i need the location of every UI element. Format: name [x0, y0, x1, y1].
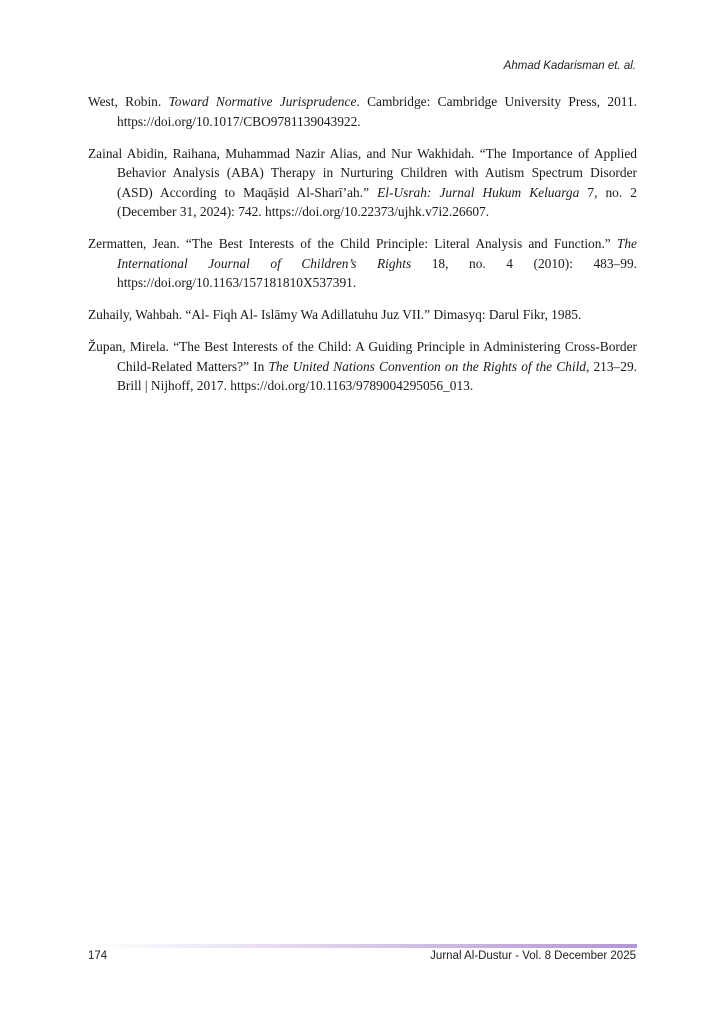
reference-title: Toward Normative Jurisprudence: [168, 94, 357, 109]
reference-title: The International Journal of Children’s Rights: [117, 236, 637, 271]
reference-entry: [88, 144, 637, 222]
reference-text: Zermatten, Jean. “The Best Interests of the Child Principle: Literal Analysis and Function.”: [88, 236, 617, 251]
reference-title: The United Nations Convention on the Rights of the Child: [268, 358, 586, 374]
reference-text: 7, no. 2 (December 31, 2024): 742. https://doi.org/10.22373/ujhk.v7i2.26607.: [117, 184, 637, 219]
reference-text: Župan, Mirela. “The Best Interests of the Child: A Guiding Principle in Administering Cross-Border Child-Related Matters?” In: [88, 339, 637, 374]
reference-text: Zainal Abidin, Raihana, Muhammad Nazir Alias, and Nur Wakhidah. “The Importance of Applied Behavior Analysis (ABA) Therapy in Nurturing Children with Autism Spectrum Disorder (ASD) According to Maqāṣid Al-Sharī’ah.”: [88, 145, 637, 200]
running-header-author: Ahmad Kadarisman et. al.: [503, 60, 636, 72]
reference-text: West, Robin.: [88, 94, 169, 109]
reference-entry: [88, 234, 637, 293]
footer-journal-info: Jurnal Al-Dustur - Vol. 8 December 2025: [430, 950, 636, 962]
page-number: 174: [88, 950, 108, 962]
reference-text: Zuhaily, Wahbah. “Al- Fiqh Al- Islāmy Wa Adillatuhu Juz VII.” Dimasyq: Darul Fikr, 1985.: [88, 307, 582, 322]
reference-entry: [88, 92, 637, 131]
reference-text: 18, no. 4 (2010): 483–99. https://doi.org/10.1163/157181810X537391.: [117, 255, 637, 290]
reference-text: , 213–29. Brill | Nijhoff, 2017. https://doi.org/10.1163/9789004295056_013.: [117, 358, 637, 393]
reference-title: El-Usrah: Jurnal Hukum Keluarga: [377, 184, 580, 200]
reference-entry: [88, 305, 637, 325]
reference-entry: [88, 337, 637, 396]
reference-list: [88, 92, 637, 408]
reference-text: . Cambridge: Cambridge University Press, 2011. https://doi.org/10.1017/CBO9781139043922.: [117, 94, 638, 129]
footer-divider: [88, 944, 637, 948]
